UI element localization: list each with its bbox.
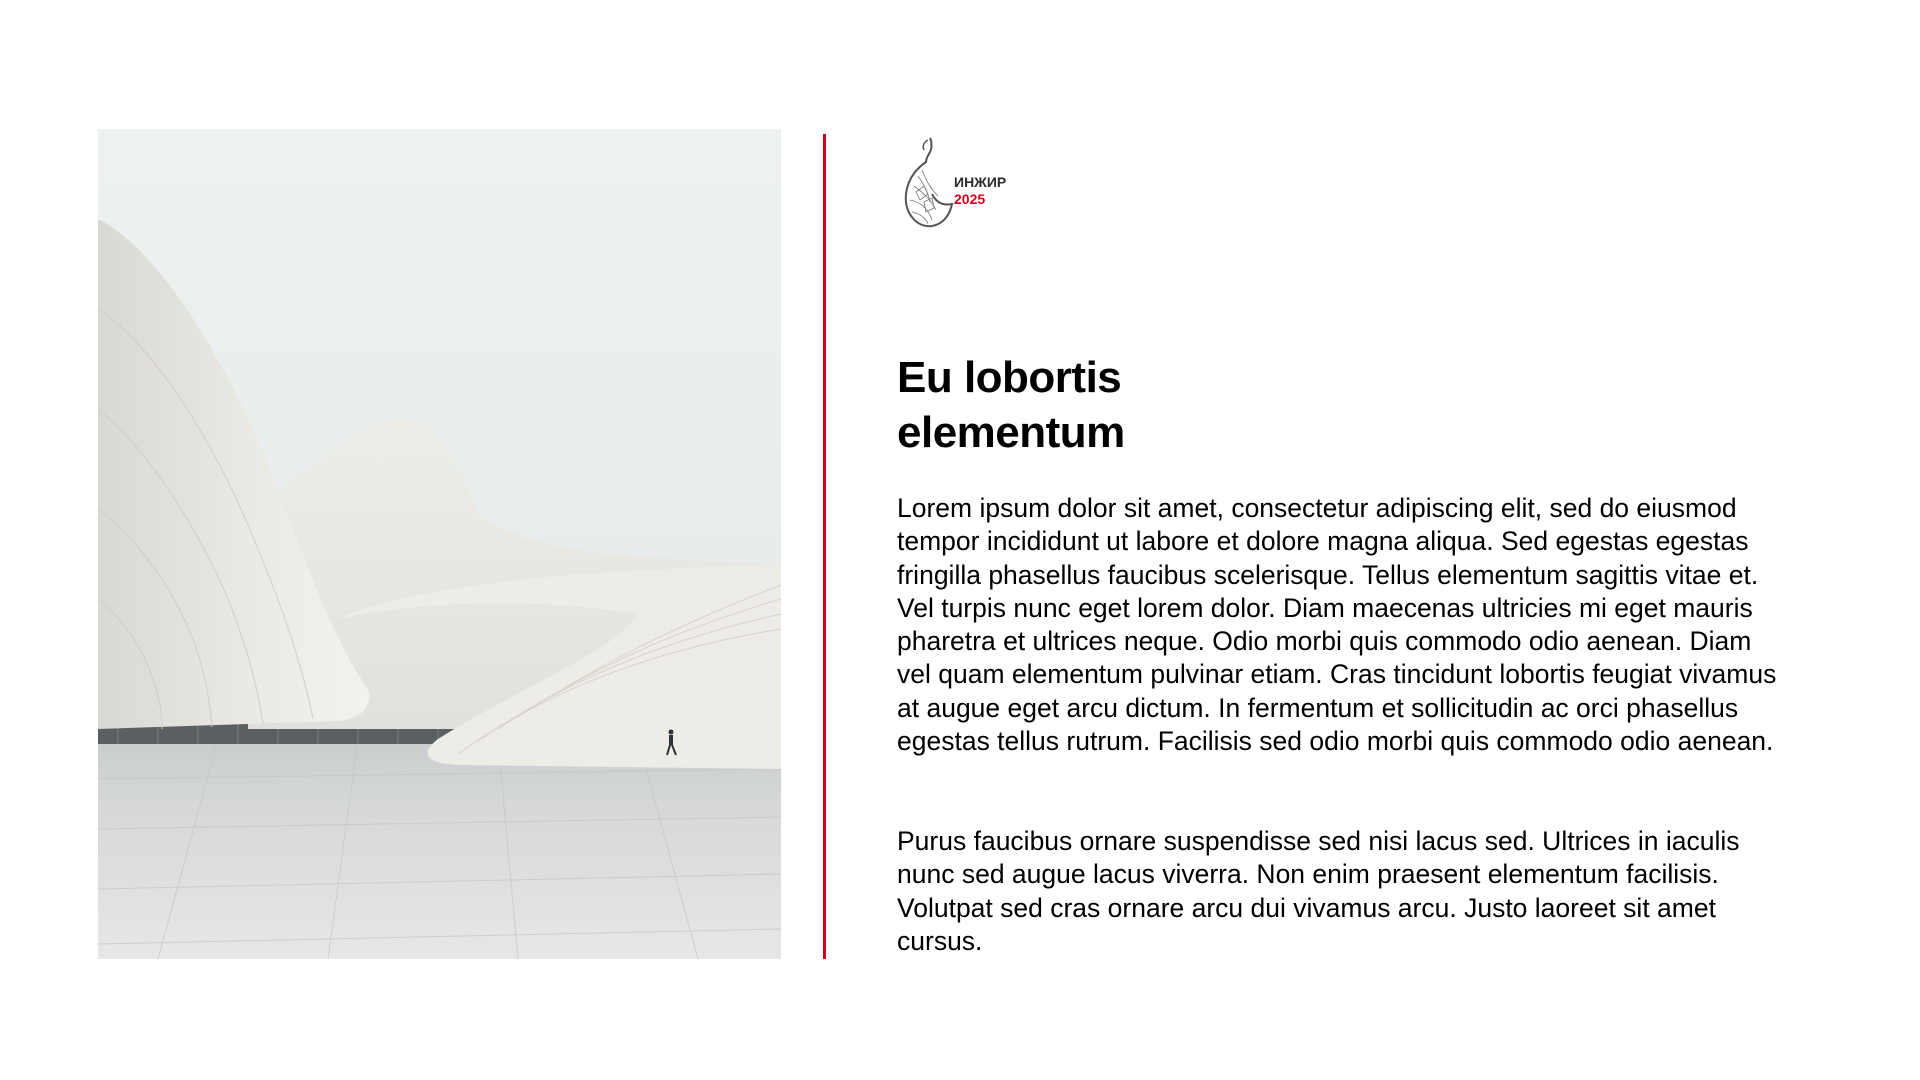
building-image	[98, 129, 781, 959]
accent-divider	[823, 134, 826, 959]
slide-heading: Eu lobortis elementum	[897, 353, 1125, 457]
body-paragraph-2: Purus faucibus ornare suspendisse sed nisi lacus sed. Ultrices in iaculis nunc sed augue lacus viverra. Non enim praesent elementum facilisis. Volutpat sed cras ornare arcu dui vivamus arcu. Justo laoreet sit amet cursus.	[897, 826, 1740, 956]
logo-wordmark: ИНЖИР	[954, 174, 1007, 190]
fig-logo-icon	[902, 136, 958, 232]
brand-logo	[902, 136, 1022, 232]
architecture-photo	[98, 129, 781, 959]
body-paragraph-1: Lorem ipsum dolor sit amet, consectetur adipiscing elit, sed do eiusmod tempor incididunt ut labore et dolore magna aliqua. Sed egestas egestas fringilla phasellus faucibus scelerisque. Tellus elementum sagittis vitae et. Vel turpis nunc eget lorem dolor. Diam maecenas ultricies mi eget mauris pharetra et ultrices neque. Odio morbi quis commodo odio aenean. Diam vel quam elementum pulvinar etiam. Cras tincidunt lobortis feugiat vivamus at augue eget arcu dictum. In fermentum et sollicitudin ac orci phasellus egestas tellus rutrum. Facilisis sed odio morbi quis commodo odio aenean.	[897, 493, 1777, 757]
logo-year: 2025	[954, 191, 986, 207]
